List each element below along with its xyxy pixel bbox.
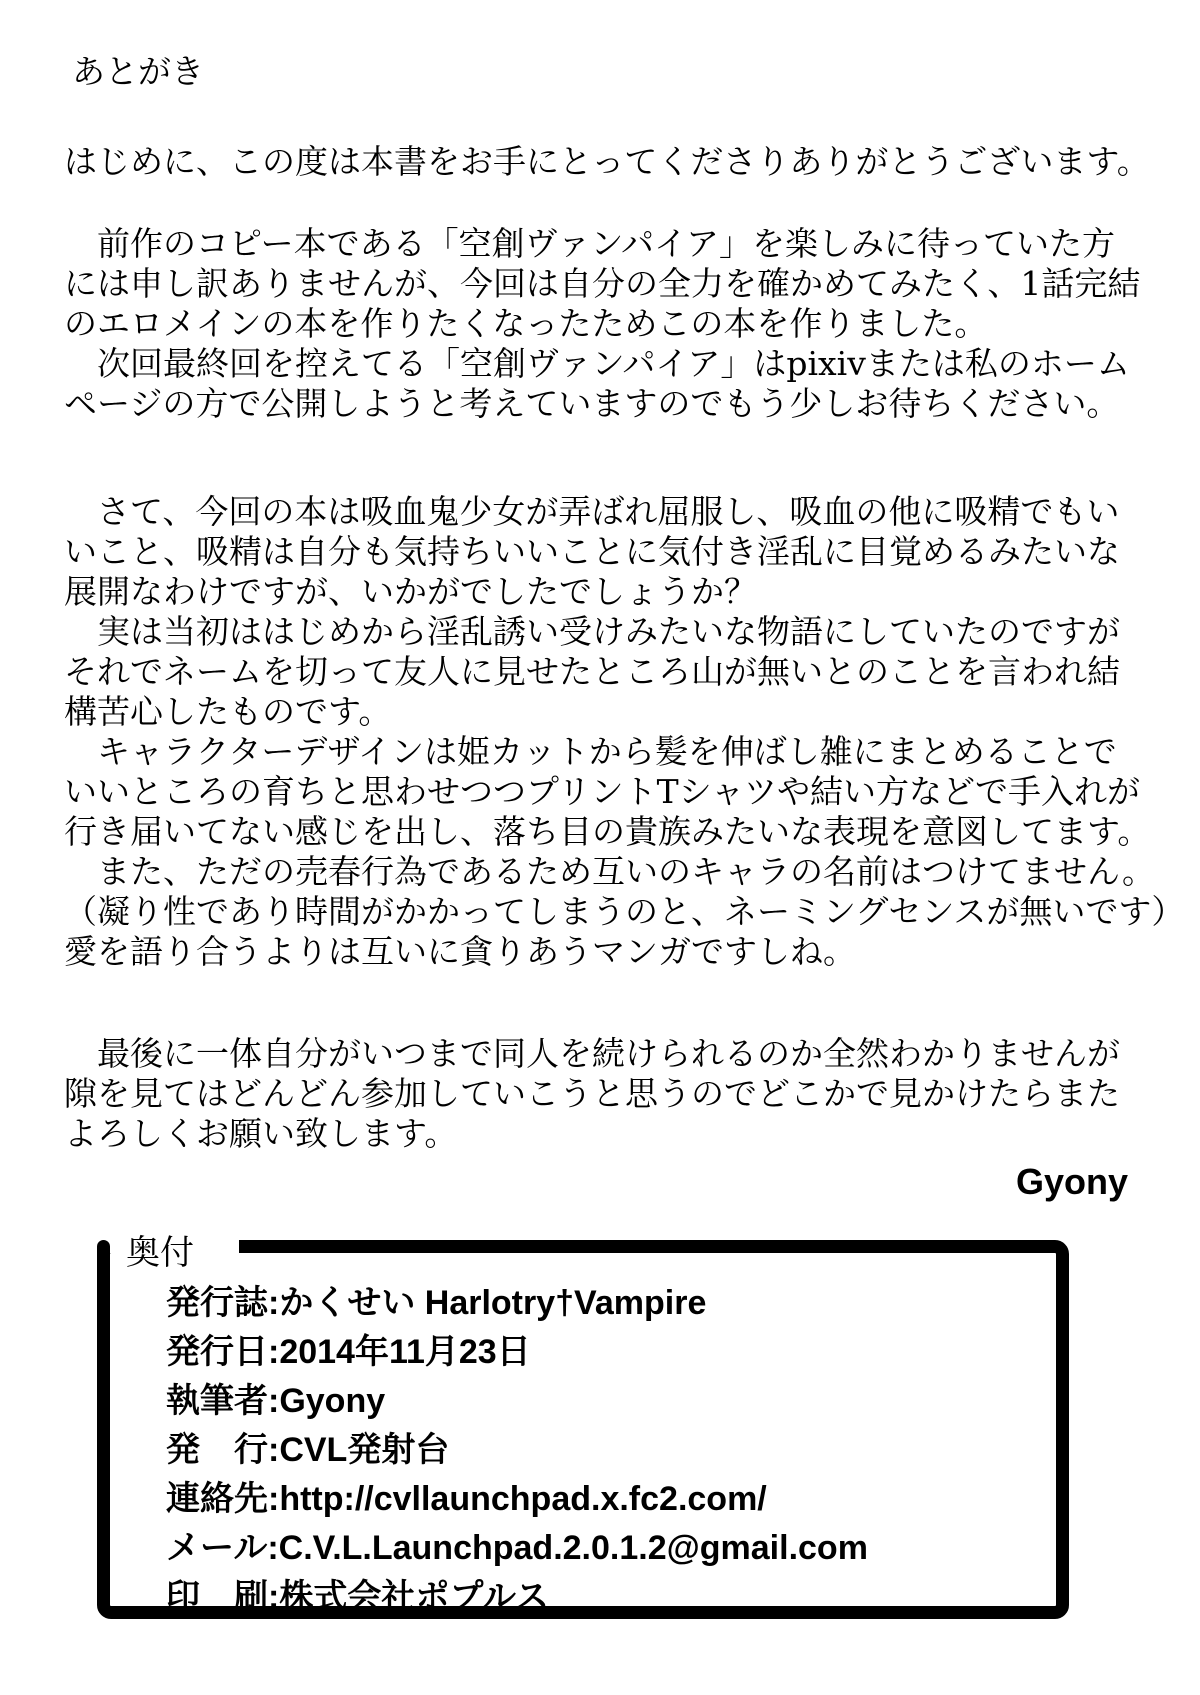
text-line: 構苦心したものです。 [64,692,392,731]
colophon-row-publication: 発行誌:かくせい Harlotry†Vampire [166,1284,707,1322]
text-line: さて、今回の本は吸血鬼少女が弄ばれ屈服し、吸血の他に吸精でもい [64,492,1120,531]
text-line: 最後に一体自分がいつまで同人を続けられるのか全然わかりませんが [64,1034,1120,1073]
colophon-rows [110,1253,1056,1622]
text-line: いこと、吸精は自分も気持ちいいことに気付き淫乱に目覚めるみたいな [64,532,1120,571]
colophon-row-printer: 印 刷:株式会社ポプルス [166,1578,549,1616]
author-signature: Gyony [1015,1161,1128,1202]
paragraph-about-book [64,492,1185,972]
text-line: 展開なわけですが、いかがでしたでしょうか？ [64,572,757,611]
text-line: 愛を語り合うよりは互いに貪りあうマンガですしね。 [64,932,856,971]
text-line: よろしくお願い致します。 [64,1114,458,1153]
text-line: 隙を見てはどんどん参加していこうと思うのでどこかで見かけたらまた [64,1074,1120,1113]
colophon-border-left-cap [97,1240,110,1276]
paragraph-intro [64,142,1150,182]
text-line: （凝り性であり時間がかかってしまうのと、ネーミングセンスが無いです） [64,892,1185,931]
colophon-row-website: 連絡先:http://cvllaunchpad.x.fc2.com/ [166,1480,767,1518]
colophon-box [97,1233,1069,1619]
paragraph-previous-work [64,224,1140,424]
text-line: 行き届いてない感じを出し、落ち目の貴族みたいな表現を意図してます。 [64,812,1151,851]
text-line: には申し訳ありませんが、今回は自分の全力を確かめてみたく、1話完結 [64,264,1141,303]
text-line: いいところの育ちと思わせつつプリントTシャツや結い方などで手入れが [64,772,1141,811]
colophon-border-top-cap [239,1240,269,1253]
colophon-row-author: 執筆者:Gyony [166,1382,386,1420]
text-line: また、ただの売春行為であるため互いのキャラの名前はつけてません。 [64,852,1155,891]
page-title: あとがき [72,52,204,91]
colophon-row-date: 発行日:2014年11月23日 [166,1333,531,1371]
text-line: 前作のコピー本である「空創ヴァンパイア」を楽しみに待っていた方 [64,224,1116,263]
text-line: それでネームを切って友人に見せたところ山が無いとのことを言われ結 [64,652,1120,691]
text-line: はじめに、この度は本書をお手にとってくださりありがとうございます。 [64,142,1150,181]
afterword-page [64,52,1185,1204]
text-line: 次回最終回を控えてる「空創ヴァンパイア」はpixivまたは私のホーム [64,344,1130,383]
colophon-row-publisher: 発 行:CVL発射台 [166,1431,450,1469]
colophon-title: 奥付 [126,1233,194,1273]
text-line: キャラクターデザインは姫カットから髪を伸ばし雑にまとめることで [64,732,1117,771]
colophon-row-email: メール:C.V.L.Launchpad.2.0.1.2@gmail.com [166,1529,868,1567]
paragraph-closing [64,1034,1140,1154]
text-line: 実は当初ははじめから淫乱誘い受けみたいな物語にしていたのですが [64,612,1120,651]
text-line: のエロメインの本を作りたくなったためこの本を作りました。 [64,304,988,343]
text-line: ページの方で公開しようと考えていますのでもう少しお待ちください。 [64,384,1120,423]
